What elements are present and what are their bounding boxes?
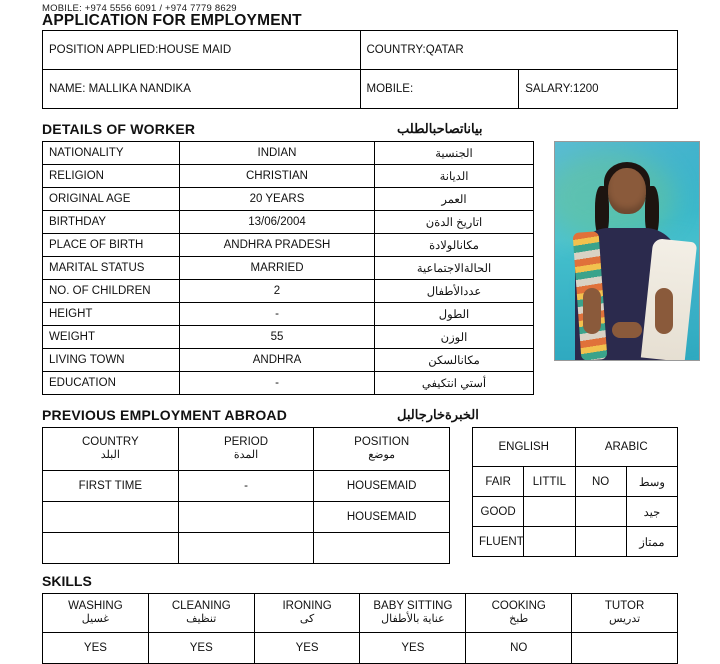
table-row: [43, 502, 450, 533]
table-header-row: [473, 428, 678, 467]
cell-country: [43, 533, 179, 564]
skill-value-ironing: YES: [254, 633, 360, 664]
cell-period: [178, 533, 314, 564]
row-arabic: الحالةالاجتماعية: [375, 257, 534, 280]
skill-header-en: IRONING: [282, 600, 332, 612]
row-value: 55: [180, 326, 375, 349]
skill-header-ar: عناية بالأطفال: [381, 613, 445, 625]
row-arabic: أستي انتكيفي: [375, 372, 534, 395]
table-row: [43, 633, 678, 664]
mobile-cell: MOBILE:: [360, 70, 519, 109]
table-row: [43, 31, 678, 70]
skill-header-ar: كى: [299, 613, 315, 625]
english-level-littil: LITTIL: [524, 467, 575, 497]
skill-header-cooking: [466, 594, 572, 633]
table-header-row: [43, 594, 678, 633]
skill-header-ironing: [254, 594, 360, 633]
row-value: ANDHRA: [180, 349, 375, 372]
arabic-level-blank: [575, 497, 626, 527]
column-header-ar: البلد: [100, 449, 120, 461]
row-arabic: الطول: [375, 303, 534, 326]
table-row: [43, 326, 534, 349]
skill-header-ar: تنظيف: [186, 613, 217, 625]
row-value: ANDHRA PRADESH: [180, 234, 375, 257]
skill-header-en: CLEANING: [171, 600, 231, 612]
row-value: CHRISTIAN: [180, 165, 375, 188]
details-heading-en: DETAILS OF WORKER: [42, 121, 196, 137]
applicant-header-table: [42, 30, 678, 109]
table-row: [43, 234, 534, 257]
previous-employment-heading-en: PREVIOUS EMPLOYMENT ABROAD: [42, 407, 288, 423]
name-cell: NAME: MALLIKA NANDIKA: [43, 70, 361, 109]
row-value: -: [180, 303, 375, 326]
cell-position: HOUSEMAID: [314, 471, 450, 502]
column-header-position: [314, 428, 450, 471]
row-value: MARRIED: [180, 257, 375, 280]
language-header-english: ENGLISH: [473, 428, 576, 467]
column-header-en: PERIOD: [223, 436, 269, 448]
table-row: [43, 349, 534, 372]
column-header-en: POSITION: [354, 436, 410, 448]
cell-country: [43, 502, 179, 533]
skills-heading: SKILLS: [42, 573, 92, 589]
table-row: [43, 188, 534, 211]
row-label: WEIGHT: [43, 326, 180, 349]
details-heading-ar: بياناتصاحبالطلب: [397, 121, 483, 136]
row-label: LIVING TOWN: [43, 349, 180, 372]
cell-position: HOUSEMAID: [314, 502, 450, 533]
column-header-period: [178, 428, 314, 471]
arabic-word-jayyid: جيد: [626, 497, 677, 527]
english-level-good: GOOD: [473, 497, 524, 527]
skill-header-en: WASHING: [68, 600, 123, 612]
row-arabic: الوزن: [375, 326, 534, 349]
previous-employment-heading: [42, 404, 678, 423]
row-label: EDUCATION: [43, 372, 180, 395]
arabic-level-blank: [575, 527, 626, 557]
row-arabic: الديانة: [375, 165, 534, 188]
column-header-country: [43, 428, 179, 471]
row-value: 20 YEARS: [180, 188, 375, 211]
table-row: [43, 303, 534, 326]
salary-cell: SALARY:1200: [519, 70, 678, 109]
skill-value-cooking: NO: [466, 633, 572, 664]
row-arabic: عددالأطفال: [375, 280, 534, 303]
row-value: INDIAN: [180, 142, 375, 165]
table-header-row: [43, 428, 450, 471]
details-of-worker-table: [42, 141, 534, 395]
cell-position: [314, 533, 450, 564]
skill-header-en: COOKING: [491, 600, 546, 612]
table-row: [43, 533, 450, 564]
table-row: [43, 70, 678, 109]
applicant-photo: [554, 141, 700, 361]
column-header-en: COUNTRY: [82, 436, 139, 448]
photo-face: [608, 168, 646, 214]
table-row: [43, 165, 534, 188]
previous-employment-section: [42, 427, 678, 564]
previous-employment-table: [42, 427, 450, 564]
table-row: [43, 471, 450, 502]
row-label: NATIONALITY: [43, 142, 180, 165]
skill-header-ar: غسيل: [81, 613, 110, 625]
arabic-word-wasat: وسط: [626, 467, 677, 497]
table-row: [43, 280, 534, 303]
language-header-arabic: ARABIC: [575, 428, 678, 467]
row-label: NO. OF CHILDREN: [43, 280, 180, 303]
skill-header-ar: تدريس: [608, 613, 641, 625]
row-arabic: مكانالسكن: [375, 349, 534, 372]
row-value: 13/06/2004: [180, 211, 375, 234]
row-arabic: الجنسية: [375, 142, 534, 165]
row-arabic: العمر: [375, 188, 534, 211]
skill-header-tutor: [572, 594, 678, 633]
row-label: ORIGINAL AGE: [43, 188, 180, 211]
row-value: 2: [180, 280, 375, 303]
table-row: [43, 372, 534, 395]
column-header-ar: المدة: [233, 449, 259, 461]
skill-value-cleaning: YES: [148, 633, 254, 664]
contact-line: MOBILE: +974 5556 6091 / +974 7779 8629: [42, 3, 237, 13]
skill-header-baby-sitting: [360, 594, 466, 633]
skill-value-baby-sitting: YES: [360, 633, 466, 664]
cell-period: [178, 502, 314, 533]
row-value: -: [180, 372, 375, 395]
photo-arm-left: [583, 288, 601, 334]
table-row: [473, 467, 678, 497]
table-row: [473, 497, 678, 527]
photo-arm-right: [655, 288, 673, 334]
skills-table: [42, 593, 678, 664]
skill-header-cleaning: [148, 594, 254, 633]
row-arabic: مكانالولادة: [375, 234, 534, 257]
skill-header-en: BABY SITTING: [373, 600, 453, 612]
column-header-ar: موضع: [368, 449, 396, 461]
languages-table: [472, 427, 678, 557]
table-row: [473, 527, 678, 557]
english-level-fair: FAIR: [473, 467, 524, 497]
skill-value-tutor: [572, 633, 678, 664]
row-arabic: اتاريخ الدةن: [375, 211, 534, 234]
english-level-fluent: FLUENT: [473, 527, 524, 557]
cell-country: FIRST TIME: [43, 471, 179, 502]
cell-period: -: [178, 471, 314, 502]
english-level-blank: [524, 527, 575, 557]
row-label: HEIGHT: [43, 303, 180, 326]
skill-value-washing: YES: [43, 633, 149, 664]
skill-header-en: TUTOR: [604, 600, 645, 612]
row-label: PLACE OF BIRTH: [43, 234, 180, 257]
row-label: BIRTHDAY: [43, 211, 180, 234]
position-applied-cell: POSITION APPLIED:HOUSE MAID: [43, 31, 361, 70]
arabic-word-mumtaz: ممتاز: [626, 527, 677, 557]
photo-hands: [612, 322, 642, 338]
skill-header-ar: طبخ: [509, 613, 529, 625]
table-row: [43, 257, 534, 280]
details-section: [42, 141, 678, 395]
document-page: [0, 3, 720, 654]
table-row: [43, 211, 534, 234]
table-row: [43, 142, 534, 165]
english-level-blank: [524, 497, 575, 527]
details-section-heading: [42, 118, 678, 137]
row-label: MARITAL STATUS: [43, 257, 180, 280]
page-title: APPLICATION FOR EMPLOYMENT: [42, 12, 302, 29]
row-label: RELIGION: [43, 165, 180, 188]
arabic-level-no: NO: [575, 467, 626, 497]
skill-header-washing: [43, 594, 149, 633]
country-cell: COUNTRY:QATAR: [360, 31, 678, 70]
previous-employment-heading-ar: الخبرةخارجالبل: [397, 407, 479, 422]
